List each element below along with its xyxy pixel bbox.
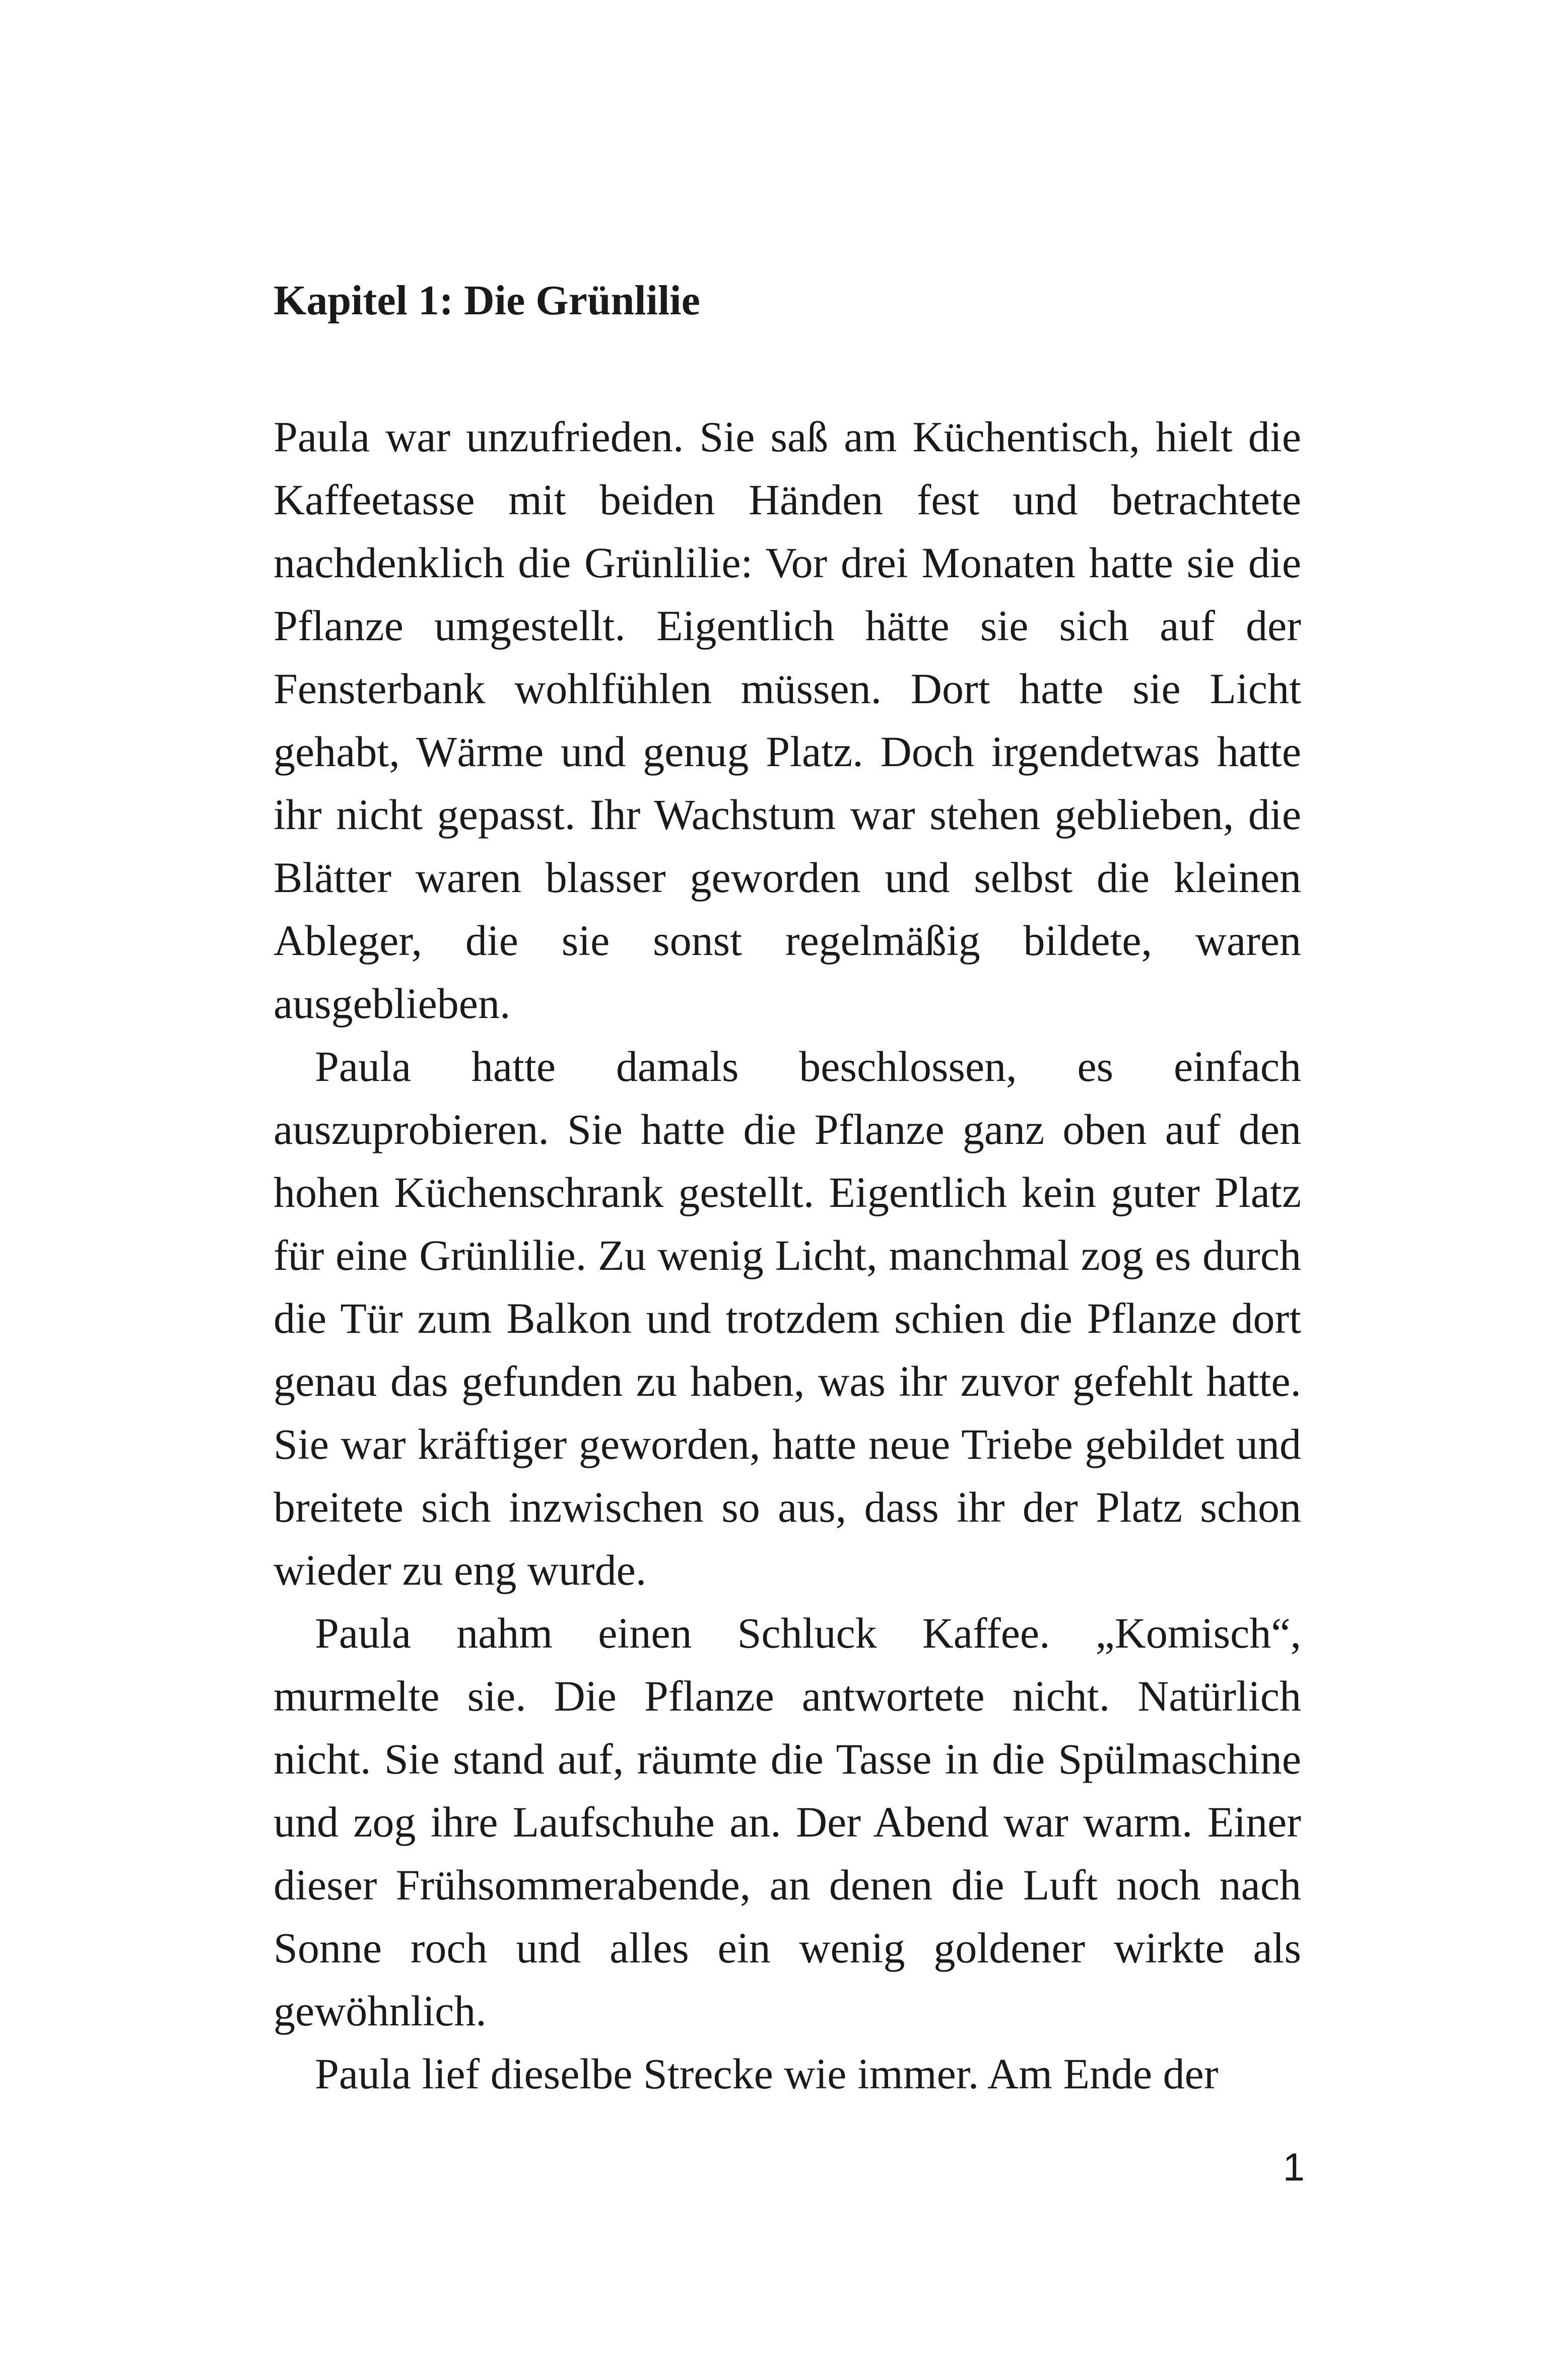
paragraph: Paula war unzufrieden. Sie saß am Küchentisch, hielt die Kaffeetasse mit beiden Händen fest und betrachtete nachdenklich die Grünlilie: Vor drei Monaten hatte sie die Pflanze umgestellt. Eigentlich hätte sie sich auf der Fensterbank wohlfühlen müssen. Dort hatte sie Licht gehabt, Wärme und genug Platz. Doch irgendetwas hatte ihr nicht gepasst. Ihr Wachstum war stehen geblieben, die Blätter waren blasser geworden und selbst die kleinen Ableger, die sie sonst regelmäßig bildete, waren ausgeblieben. — [274, 413, 1301, 1028]
paragraph: Paula lief dieselbe Strecke wie immer. Am Ende der — [315, 2050, 1219, 2098]
chapter-body — [274, 405, 1301, 2105]
chapter-title: Kapitel 1: Die Grünlilie — [274, 277, 700, 324]
page-number: 1 — [1283, 2145, 1305, 2189]
paragraph: Paula nahm einen Schluck Kaffee. „Komisch“, murmelte sie. Die Pflanze antwortete nicht. Natürlich nicht. Sie stand auf, räumte die Tasse in die Spülmaschine und zog ihre Laufschuhe an. Der Abend war warm. Einer dieser Frühsommerabende, an denen die Luft noch nach Sonne roch und alles ein wenig goldener wirkte als gewöhnlich. — [274, 1609, 1301, 2035]
paragraph: Paula hatte damals beschlossen, es einfach auszuprobieren. Sie hatte die Pflanze ganz oben auf den hohen Küchenschrank gestellt. Eigentlich kein guter Platz für eine Grünlilie. Zu wenig Licht, manchmal zog es durch die Tür zum Balkon und trotzdem schien die Pflanze dort genau das gefunden zu haben, was ihr zuvor gefehlt hatte. Sie war kräftiger geworden, hatte neue Triebe gebildet und breitete sich inzwischen so aus, dass ihr der Platz schon wieder zu eng wurde. — [274, 1042, 1301, 1594]
